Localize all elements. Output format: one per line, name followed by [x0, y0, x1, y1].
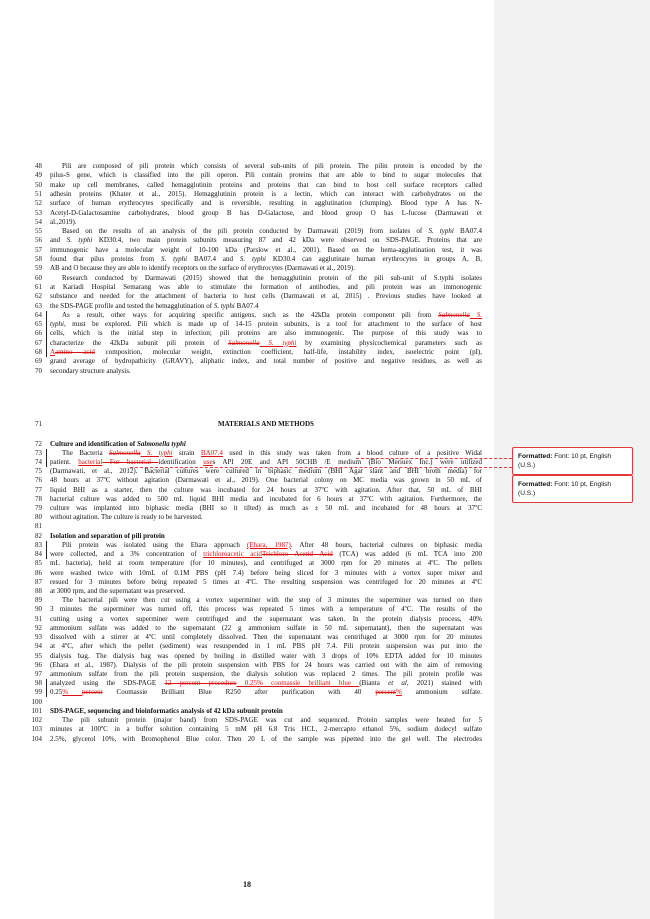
text-run: composition, molecular weight, extinction coefficient, half-life, instability index, isoelectric point (pI), [94, 348, 482, 356]
text-run: Pili protein was isolated using the Ehara approach [62, 540, 247, 549]
text-line [50, 495, 482, 504]
text-line [50, 504, 482, 513]
text-line [50, 467, 482, 476]
text-run: S. typhi [239, 255, 266, 263]
text-run: the SDS-PAGE profile and tested the hemagglutination of [50, 301, 214, 310]
line-number: 102 [31, 716, 42, 725]
comment-label: Formatted: [518, 453, 553, 460]
text-line [50, 367, 482, 376]
line-number: 89 [35, 596, 42, 605]
text-run: As a result, other ways for acquiring specific antigens, such as the 42kDa protein component pili from [62, 310, 439, 319]
line-number: 52 [35, 199, 42, 208]
change-bar [46, 311, 47, 357]
text-line [50, 670, 482, 679]
change-bar [46, 679, 47, 697]
text-run: SDS-PAGE, sequencing and bioinformatics analysis of 42 kDa subunit protein [50, 706, 283, 715]
tracked-deletion: For bacterial [102, 457, 159, 466]
line-number: 96 [35, 660, 42, 669]
line-number: 69 [35, 357, 42, 366]
text-line [50, 615, 482, 624]
text-run: The bacterial pili were then cut using a vortex superminer with the step of 3 minutes the superminer was turned on then [62, 596, 482, 605]
text-line [50, 302, 482, 311]
comment-text: Font: 10 pt, English (U.S.) [518, 481, 612, 497]
text-run: ammonium sulfate was added to the supernatant (22 g ammonium sulfate in 50 mL supernatant), then the supernatant was [50, 623, 482, 632]
text-run: KD30.4, two main protein subunits measuring 87 and 42 kDa were observed on SDS-PAGE. Proteins that are [92, 236, 482, 245]
page-number: 18 [243, 880, 251, 889]
text-run: Coomassie Brilliant Blue R250 after purification with 40 [102, 688, 376, 697]
line-number: 63 [35, 301, 42, 310]
text-line [50, 264, 482, 273]
text-run: characterize the 42kDa subunit pili protein of [50, 338, 229, 347]
text-line [50, 283, 482, 292]
text-run: s API 20E and API 50CHB /E medium (Bio Meriuex Inc.) were utilized [212, 457, 482, 466]
tracked-insertion: S. typhi [140, 448, 173, 457]
tracked-insertion: S. [469, 310, 482, 319]
text-line [50, 605, 482, 614]
text-run: Salmonella typhi [137, 439, 186, 448]
text-line [50, 311, 482, 320]
line-number: 59 [35, 264, 42, 273]
text-run: (TCA) was added (6 mL TCA into 200 [332, 550, 482, 559]
line-number: 62 [35, 292, 42, 301]
text-run: cutting using a vortex superminer were centrifuged and the supernatant was taken. In the protein dialysis process, 40% [50, 614, 482, 623]
text-run: make up cell membranes, called hemagglutinin proteins and proteins that can bind to host cell surface receptors called [50, 180, 482, 189]
tracked-insertion: % [395, 688, 402, 697]
line-number: 57 [35, 245, 42, 254]
section-heading: MATERIALS AND METHODS [218, 420, 314, 428]
text-line [50, 227, 482, 236]
line-number: 98 [35, 679, 42, 688]
line-number: 94 [35, 642, 42, 651]
text-line [50, 559, 482, 568]
text-line [50, 329, 482, 338]
tracked-insertion: BA07.4 [200, 448, 223, 457]
tracked-insertion: % [62, 688, 83, 697]
line-number: 65 [35, 320, 42, 329]
text-line [50, 236, 482, 245]
text-run: surface of human erythrocytes specifically and is reversible, resulting in agglutination (clumping). Blood type A has N- [50, 199, 482, 208]
text-line [50, 348, 482, 357]
line-number: 83 [35, 540, 42, 549]
line-number: 75 [35, 467, 42, 476]
tracked-deletion: Salmonella [228, 338, 260, 347]
tracked-insertion: (Ehara, 1987) [246, 540, 291, 549]
line-number: 58 [35, 255, 42, 263]
line-number: 101 [31, 706, 42, 715]
line-number: 81 [35, 522, 42, 531]
text-run: used in this study was taken from a blood culture of a positive Widal [222, 448, 482, 457]
text-run: culture was implanted into biphasic media (BHI so it tilted) as much as ± 50 mL and incubated for 48 hours at 37ºC [50, 504, 482, 513]
text-run: Isolation and separation of pili protein [50, 531, 165, 540]
tracked-deletion: Salmonella [109, 448, 141, 457]
line-number: 95 [35, 651, 42, 660]
change-bar [46, 541, 47, 559]
text-line [50, 541, 482, 550]
text-line [50, 716, 482, 725]
text-line [50, 550, 482, 559]
text-run: by examining physicochemical parameters such as [296, 338, 482, 347]
tracked-deletion: 12 percent procedure [164, 679, 237, 688]
text-run: BA07.4 and [187, 255, 240, 263]
text-run: bacterial culture was added to 500 mL liquid BHI media and incubated for 6 hours at 37ºC with agitation. Furthermore, the [50, 494, 482, 503]
line-number: 72 [35, 439, 42, 448]
text-line [50, 449, 482, 458]
line-number: 80 [35, 513, 42, 522]
text-run: dialysis bag. The dialysis bag was opened by boiling in distilled water with 3 drops of 10% EDTA added for 10 minutes [50, 651, 482, 660]
comment-label: Formatted: [518, 481, 553, 488]
tracked-insertion: 0.25% coomassie brilliant blue [236, 679, 360, 688]
text-run: S. typhi [66, 236, 93, 245]
text-run: The pili subunit protein (major band) from SDS-PAGE was cut and sequenced. Protein samples were heated for 5 [62, 716, 482, 725]
line-number: 74 [35, 457, 42, 466]
line-number: 55 [35, 227, 42, 236]
line-number: 78 [35, 494, 42, 503]
line-number: 77 [35, 485, 42, 494]
line-number: 66 [35, 329, 42, 338]
text-line [50, 578, 482, 587]
line-number: 48 [35, 162, 42, 170]
line-number: 91 [35, 614, 42, 623]
text-line [50, 476, 482, 485]
text-run: and [50, 236, 67, 245]
line-number: 49 [35, 171, 42, 180]
line-number: 87 [35, 577, 42, 586]
text-line [50, 587, 482, 596]
text-line [50, 735, 482, 744]
text-run: 48 hours at 37ºC without agitation (Darmawati et al., 2019). One bacterial colony on MC media was grown in 50 mL of [50, 476, 482, 485]
text-run: 0.25 [50, 688, 63, 697]
text-run: , must be explored. Pili which is made up of 14-15 protein subunits, is a tool for attachment to the surface of host [64, 320, 482, 329]
line-number: 88 [35, 587, 42, 596]
text-run: patient. [50, 457, 79, 466]
line-number: 92 [35, 623, 42, 632]
text-line [50, 707, 482, 716]
tracked-deletion: Salmonella [438, 310, 470, 319]
text-run: adhesin proteins (Khater et al., 2015). Hemagglutinin protein is a lectin, which can interact with carbohydrates on the [50, 189, 482, 198]
text-run: 2021) stained with [408, 679, 482, 688]
tracked-deletion: amino acid [55, 348, 95, 356]
text-line [50, 440, 482, 449]
text-line [50, 246, 482, 255]
text-line [50, 569, 482, 578]
text-run: Research conducted by Darmawati (2015) showed that the hemagglutinin protein of the pili sub-unit of S.typhi isolates [62, 273, 482, 282]
comment-connector [356, 458, 512, 459]
text-run: S. typhi [160, 255, 188, 263]
text-line [50, 209, 482, 218]
line-number: 53 [35, 208, 42, 217]
text-run: AB and O because they are able to identify receptors on the surface of erythrocytes (Darmawati et al., 2019). [50, 264, 355, 273]
line-number: 79 [35, 504, 42, 513]
text-run: Acetyl-D-Galactosamine carbohydrates, blood group B has D-Galactose, and blood group O has L-fucose (Darmawati et [50, 208, 482, 217]
tracked-deletion: percent [82, 688, 103, 697]
text-run: pilus-S gene, which is classified into the pili operon. Pili contain proteins that are able to bind to sugar molecules that [50, 171, 482, 180]
line-number: 70 [35, 366, 42, 375]
line-number: 85 [35, 559, 42, 568]
line-number: 60 [35, 273, 42, 282]
text-run: at Kariadi Hospital Semarang was able to stimulate the formation of antibodies, and pili protein was an immonogenic [50, 282, 482, 291]
tracked-insertion: A [50, 348, 56, 356]
line-number: 99 [35, 688, 42, 697]
line-number: 50 [35, 180, 42, 189]
text-run: 2.5%, glycerol 10%, with Bromophenol Blue color. Then 20 L of the sample was pipetted into the gel well. The electrodes [50, 734, 482, 743]
text-run: et al, [388, 679, 409, 688]
text-line [50, 679, 482, 688]
text-run: immunogenic have a molecular weight of 10-100 kDa (Parslow et al., 2001). Based on the hema-agglutination test, it was [50, 245, 482, 254]
text-run: minutes at 100ºC in a buffer solution containing 5 mM pH 6.8 Tris HCL, 2-mercapto ethanol 5%, sodium dodecyl sulfate [50, 725, 482, 734]
line-number: 86 [35, 568, 42, 577]
text-line [50, 171, 482, 180]
text-line [50, 652, 482, 661]
text-run: BA07.4 [234, 301, 259, 310]
text-run: mL bacteria), held at room temperature (for 10 minutes), and centrifuged at 3000 rpm for 20 minutes at 4ºC. The pellets [50, 559, 482, 568]
line-number: 51 [35, 189, 42, 198]
text-line [50, 199, 482, 208]
line-number: 71 [35, 420, 42, 428]
line-number: 61 [35, 282, 42, 291]
text-run: KD30.4 can agglutinate human erythrocytes in groups A, B, [265, 255, 482, 263]
text-line [50, 642, 482, 651]
text-run: S. typhi [213, 301, 235, 310]
text-run: Based on the results of an analysis of the pili protein conducted by Darmawati (2019) from isolates of [62, 227, 429, 236]
text-run: ammonium sulfate from the pili protein suspension, the dialysis solution was replaced 2 times. The pili protein profile was [50, 670, 482, 678]
formatting-comment[interactable] [512, 475, 633, 503]
text-line [50, 513, 482, 522]
text-run: liquid BHI as a starter, then the culture was incubated for 24 hours at 37ºC with agitation. After that, 50 mL of BHI [50, 485, 482, 494]
line-number: 82 [35, 531, 42, 540]
text-line [50, 624, 482, 633]
text-run: Pili are composed of pili protein which consists of several sub-units of pili protein. The pilin protein is encoded by the [62, 162, 482, 170]
text-run: at 4ºC, after which the pellet (sediment) was resuspended in 1 mL PBS pH 7.4. Pili protein suspension was put into the [50, 642, 482, 651]
tracked-deletion: Trichloro Acetid Acid [261, 550, 333, 559]
text-line [50, 458, 482, 467]
text-run: substance and needed for the attachment of bacteria to host cells (Darmawati et al, 2015) . Previous studies have looked at [50, 292, 482, 301]
text-run: resued for 3 minutes before being repeated 5 times at 4ºC. The resulting suspension was centrifuged for 20 minutes at 4ºC [50, 577, 482, 586]
text-run: The Bacteria [62, 448, 110, 457]
comment-text: Font: 10 pt, English (U.S.) [518, 453, 612, 469]
line-number: 56 [35, 236, 42, 245]
line-number: 54 [35, 217, 42, 226]
text-run: . After 48 hours, bacterial cultures on biphasic media [290, 540, 482, 549]
text-run: BA07.4 [453, 227, 482, 236]
text-run: at 3000 rpm, and the supernatant was preserved. [50, 587, 186, 596]
text-line [50, 688, 482, 697]
text-run: were washed twice with 10mL of 0.1M PBS (pH 7.4) before being sliced for 3 minutes with a vortex super mixer and [50, 568, 482, 577]
tracked-insertion: bacterial [78, 457, 103, 466]
text-line [50, 596, 482, 605]
line-number: 104 [31, 734, 42, 743]
text-run: identification [158, 457, 204, 466]
comment-connector [130, 467, 512, 468]
text-run: ammonium sulfate. [401, 688, 482, 697]
text-run: cells, which is the initial step in infection; pili proteins are also immunogenic. The purpose of this study was to [50, 329, 482, 338]
line-number: 93 [35, 633, 42, 642]
text-run: analyzed using the SDS-PAGE [50, 679, 165, 688]
text-line [50, 725, 482, 734]
line-number: 100 [31, 697, 42, 706]
text-line [50, 339, 482, 348]
text-run: without agitation. The culture is ready to be harvested. [50, 513, 203, 522]
text-line [50, 190, 482, 199]
text-line [50, 532, 482, 541]
text-line [50, 357, 482, 366]
tracked-insertion: trichloroacetic acid [203, 550, 262, 559]
text-run: strain [172, 448, 201, 457]
text-run: S. typhi [428, 227, 454, 236]
text-run: (Darmawati, et al., 2012). Bacterial cultures were cultured in biphasic medium (BHI Agar slant and BHI broth media) for [50, 467, 482, 476]
text-run: Culture and identification of [50, 439, 137, 448]
text-line [50, 255, 482, 264]
line-number: 73 [35, 448, 42, 457]
line-number: 76 [35, 476, 42, 485]
text-line [50, 633, 482, 642]
tracked-deletion: percent [375, 688, 396, 697]
text-line [50, 181, 482, 190]
text-line [50, 486, 482, 495]
line-number: 68 [35, 348, 42, 356]
text-run: secondary structure analysis. [50, 366, 131, 375]
text-line [50, 292, 482, 301]
text-line [50, 218, 482, 227]
formatting-comment[interactable] [512, 447, 633, 475]
line-number: 103 [31, 725, 42, 734]
tracked-insertion: S. typhi [259, 338, 297, 347]
change-bar [46, 449, 47, 467]
line-number: 84 [35, 550, 42, 559]
line-number: 97 [35, 670, 42, 678]
text-line [50, 661, 482, 670]
text-run: (Bianta [359, 679, 389, 688]
text-run: were collected, and a 3% concentration of [50, 550, 204, 559]
text-line [50, 162, 482, 171]
line-number: 90 [35, 605, 42, 614]
text-run: typhi [50, 320, 64, 329]
text-run: dissolved with a stirrer at 4ºC until completely dissolved. Then the supernatant was centrifuged at 3000 rpm for 20 minutes [50, 633, 482, 642]
text-run: al.,2019). [50, 217, 77, 226]
tracked-insertion: use [203, 457, 213, 466]
text-line [50, 320, 482, 329]
text-run: grand average of hydropathicity (GRAVY), aliphatic index, and total number of positive and negative residues, as well as [50, 357, 482, 366]
line-number: 67 [35, 338, 42, 347]
text-run: found that pilus proteins from [50, 255, 161, 263]
text-line [50, 274, 482, 283]
text-run: 3 minutes the superminer was turned off, this process was repeated 5 times with a temperature of 4ºC. The results of the [50, 605, 482, 614]
text-run: (Ehara et al., 1987). Dialysis of the pili protein suspension with PBS for 24 hours was carried out with the aim of removing [50, 660, 482, 669]
line-number: 64 [35, 310, 42, 319]
